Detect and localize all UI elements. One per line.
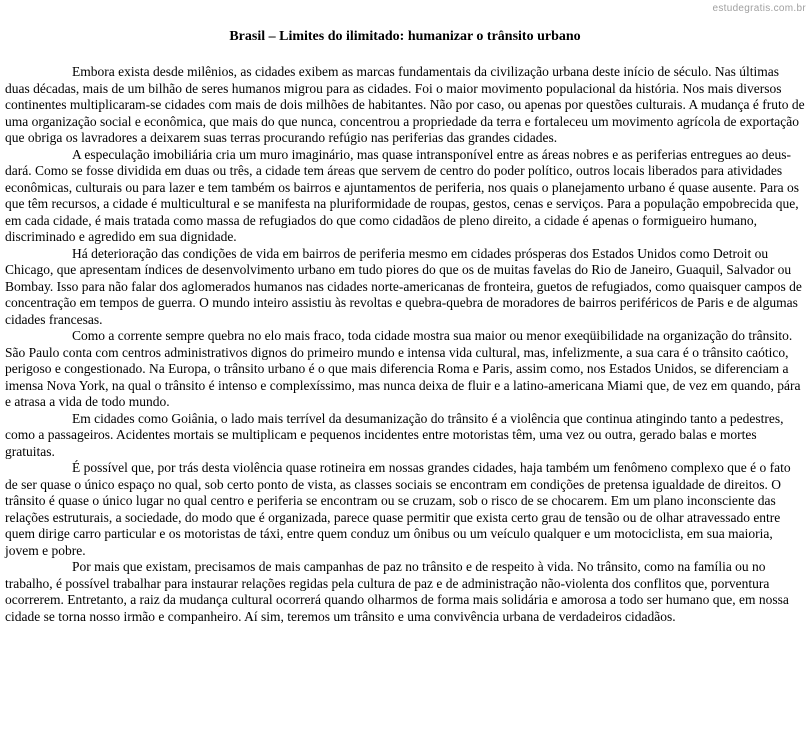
paragraph-6: É possível que, por trás desta violência quase rotineira em nossas grandes cidades, haja também um fenômeno complexo que é o fato de ser quase o único espaço no qual, sob certo ponto de vista, as classes sociais se encontram em condições de pretensa igualdade de direitos. O trânsito é quase o único lugar no qual centro e periferia se encontram ou se cruzam, sob o risco de se chocarem. Em um plano inconsciente das relações estruturais, a sociedade, do modo que é organizada, parece quase permitir que exista certo grau de tensão ou de olhar atravessado entre quem dirige carro particular e os motoristas de táxi, entre quem conduz um ônibus ou um veículo qualquer e um motociclista, em sua maioria, jovem e pobre. [5,460,791,558]
paragraph-7: Por mais que existam, precisamos de mais campanhas de paz no trânsito e de respeito à vida. No trânsito, como na família ou no trabalho, é possível trabalhar para instaurar relações regidas pela cultura de paz e de administração não-violenta dos conflitos que, porventura ocorrerem. Entretanto, a raiz da mudança cultural ocorrerá quando olharmos de forma mais solidária e amorosa a todo ser humano que, em nossa cidade se torna nosso irmão e companheiro. Aí sim, teremos um trânsito e uma convivência urbana de verdadeiros cidadãos. [5,559,789,624]
document-title: Brasil – Limites do ilimitado: humanizar o trânsito urbano [229,29,581,44]
paragraph-1: Embora exista desde milênios, as cidades exibem as marcas fundamentais da civilização urbana deste início de século. Nas últimas duas décadas, mais de um bilhão de seres humanos migrou para as cidades. Foi o maior movimento populacional da história. Nos mais diversos continentes multiplicaram-se cidades com mais de dois milhões de habitantes. Não por caso, ou apenas por questões culturais. A mudança é fruto de uma organização social e econômica, que mais do que nunca, concentrou a propriedade da terra e fortaleceu um movimento agrícola de exportação que obriga os lavradores a deixarem suas terras procurando refúgio nas periferias das grandes cidades. [5,64,805,145]
paragraph-4: Como a corrente sempre quebra no elo mais fraco, toda cidade mostra sua maior ou menor exeqüibilidade na organização do trânsito. São Paulo conta com centros administrativos dignos do primeiro mundo e intensa vida cultural, mas, infelizmente, a sua cara é o trânsito caótico, perigoso e congestionado. Na Europa, o trânsito urbano é o que mais diferencia Roma e Paris, assim como, nos Estados Unidos, se diferenciam a imensa Nova York, na qual o trânsito é intenso e complexíssimo, mas nunca deixa de fluir e a latino-americana Miami que, de vez em quando, pára e atrasa a vida de todo mundo. [5,328,801,409]
paragraph-5: Em cidades como Goiânia, o lado mais terrível da desumanização do trânsito é a violência que continua atingindo tanto a pedestres, como a passageiros. Acidentes mortais se multiplicam e pequenos incidentes entre motoristas têm, uma vez ou outra, gerado balas e mortes gratuitas. [5,410,784,459]
document-body [5,64,805,625]
paragraph-2: A especulação imobiliária cria um muro imaginário, mas quase intransponível entre as áreas nobres e as periferias entregues ao deus-dará. Como se fosse dividida em duas ou três, a cidade tem áreas que servem de centro do poder político, outros locais liberados para atividades econômicas, culturais ou para lazer e tem também os bairros e ajuntamentos de periferia, nos quais o planejamento urbano é quase ausente. Para os que têm recursos, a cidade é multicultural e se manifesta na pluriformidade de roupas, gestos, cenas e serviços. Para a população empobrecida que, em cada cidade, é mais tratada como massa de refugiados do que como cidadãos de pleno direito, a cidade é apenas o formigueiro humano, discriminado e agredido em sua dignidade. [5,146,799,244]
paragraph-3: Há deterioração das condições de vida em bairros de periferia mesmo em cidades prósperas dos Estados Unidos como Detroit ou Chicago, que apresentam índices de desenvolvimento urbano em tudo piores do que os de muitas favelas do Rio de Janeiro, Guaquil, Salvador ou Bombay. Isso para não falar dos aglomerados humanos nas cidades norte-americanas de fronteira, guetos de refugiados, como quaisquer campos de concentração em tempos de guerra. O mundo inteiro assistiu às revoltas e quebra-quebra de moradores de bairros periféricos de Paris e de algumas cidades francesas. [5,245,802,327]
watermark: estudegratis.com.br [712,3,806,14]
document-page [5,29,805,625]
